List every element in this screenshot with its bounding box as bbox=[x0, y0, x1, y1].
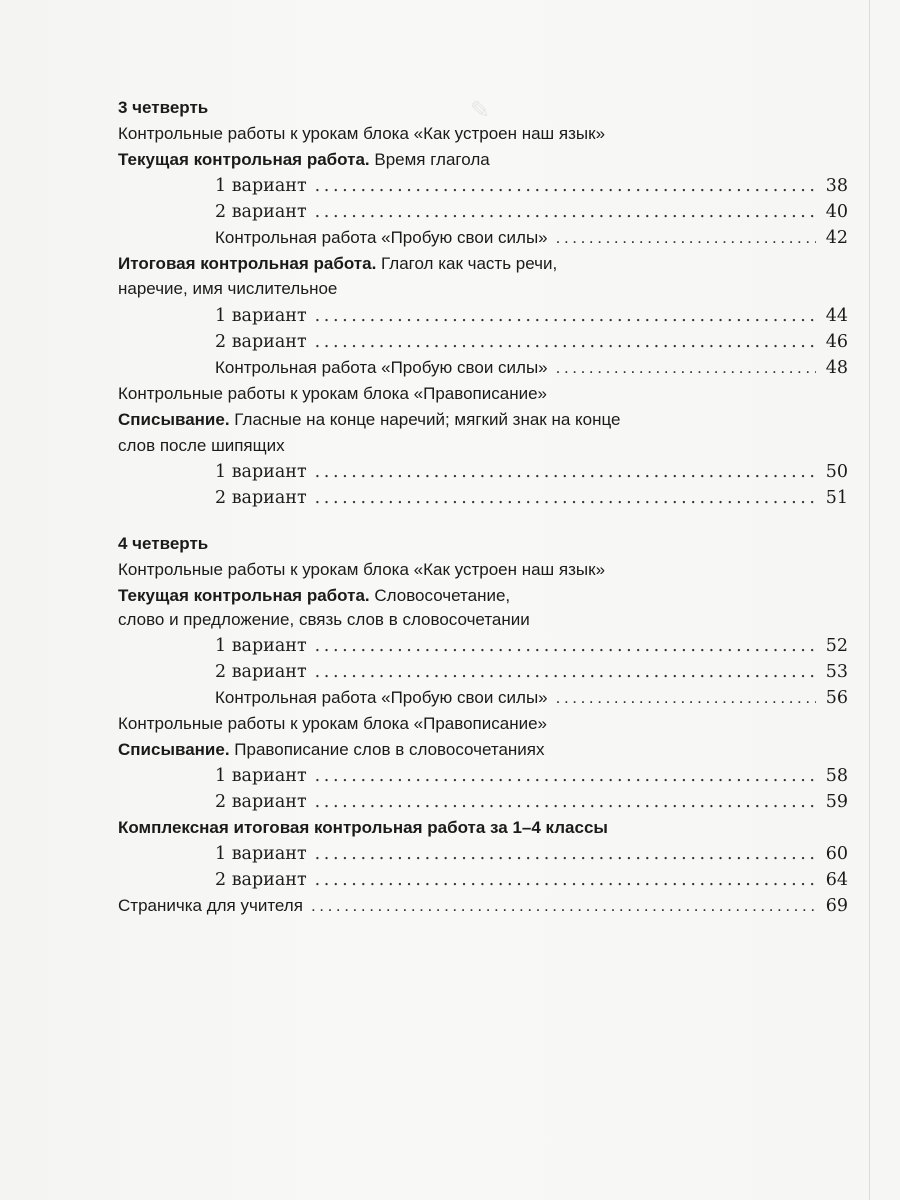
dot-leader bbox=[556, 228, 816, 248]
entry-label: Контрольная работа «Пробую свои силы» bbox=[215, 688, 548, 707]
page-number: 44 bbox=[825, 306, 848, 326]
block-title-language: Контрольные работы к урокам блока «Как устроен наш язык» bbox=[118, 124, 606, 143]
page-number: 53 bbox=[825, 662, 848, 682]
page-edge-line bbox=[869, 0, 870, 1200]
page-number: 50 bbox=[825, 462, 848, 482]
toc-entry[interactable] bbox=[215, 870, 848, 896]
entry-topic-continuation: слов после шипящих bbox=[118, 436, 285, 455]
bleed-through-decoration: ✎ bbox=[470, 96, 491, 124]
entry-label: 2 вариант bbox=[215, 792, 307, 812]
toc-entry[interactable] bbox=[215, 202, 848, 228]
dot-leader bbox=[315, 636, 816, 656]
entry-label: Контрольная работа «Пробую свои силы» bbox=[215, 228, 548, 247]
entry-title-current-work bbox=[118, 586, 848, 612]
entry-label: Страничка для учителя bbox=[118, 896, 303, 915]
block-title-spelling: Контрольные работы к урокам блока «Правописание» bbox=[118, 384, 547, 403]
page-number: 60 bbox=[825, 844, 848, 864]
page-number: 59 bbox=[825, 792, 848, 812]
block-title-language: Контрольные работы к урокам блока «Как устроен наш язык» bbox=[118, 560, 606, 579]
entry-label: 1 вариант bbox=[215, 176, 307, 196]
section-heading-q4: 4 четверть bbox=[118, 534, 209, 553]
entry-title-complex-work: Комплексная итоговая контрольная работа за 1–4 классы bbox=[118, 818, 608, 837]
dot-leader bbox=[556, 358, 816, 378]
entry-topic: Гласные на конце наречий; мягкий знак на конце bbox=[229, 410, 621, 429]
block-title-spelling: Контрольные работы к урокам блока «Правописание» bbox=[118, 714, 547, 733]
page-number: 58 bbox=[825, 766, 848, 786]
dot-leader bbox=[315, 766, 816, 786]
page-number: 51 bbox=[825, 488, 848, 508]
toc-entry[interactable] bbox=[215, 358, 848, 384]
entry-label: Контрольная работа «Пробую свои силы» bbox=[215, 358, 548, 377]
dot-leader bbox=[315, 844, 816, 864]
toc-entry[interactable] bbox=[215, 332, 848, 358]
toc-entry[interactable] bbox=[215, 792, 848, 818]
dot-leader bbox=[315, 332, 816, 352]
dot-leader bbox=[315, 870, 816, 890]
page-number: 52 bbox=[825, 636, 848, 656]
toc-entry[interactable] bbox=[215, 844, 848, 870]
entry-label: 2 вариант bbox=[215, 662, 307, 682]
entry-label: 2 вариант bbox=[215, 870, 307, 890]
toc-entry[interactable] bbox=[215, 488, 848, 514]
entry-topic: Правописание слов в словосочетаниях bbox=[229, 740, 545, 759]
toc-entry[interactable] bbox=[215, 228, 848, 254]
toc-entry[interactable] bbox=[215, 662, 848, 688]
entry-label: 2 вариант bbox=[215, 202, 307, 222]
entry-label: 2 вариант bbox=[215, 488, 307, 508]
toc-entry[interactable] bbox=[215, 766, 848, 792]
entry-label: Текущая контрольная работа. bbox=[118, 150, 370, 169]
entry-label: Списывание. bbox=[118, 740, 230, 759]
entry-topic-continuation: наречие, имя числительное bbox=[118, 279, 338, 298]
dot-leader bbox=[315, 176, 816, 196]
toc-entry[interactable] bbox=[215, 306, 848, 332]
entry-label: Списывание. bbox=[118, 410, 230, 429]
toc-entry[interactable] bbox=[215, 176, 848, 202]
entry-title-final-work bbox=[118, 254, 848, 280]
page-number: 56 bbox=[825, 688, 848, 708]
page-number: 48 bbox=[825, 358, 848, 378]
entry-label: 1 вариант bbox=[215, 844, 307, 864]
entry-title-current-work bbox=[118, 150, 848, 176]
toc-entry-teacher-page[interactable] bbox=[118, 896, 848, 922]
page-number: 40 bbox=[825, 202, 848, 222]
page-number: 38 bbox=[825, 176, 848, 196]
dot-leader bbox=[315, 462, 816, 482]
entry-label: 1 вариант bbox=[215, 636, 307, 656]
page-number: 64 bbox=[825, 870, 848, 890]
entry-label: 1 вариант bbox=[215, 766, 307, 786]
entry-topic: Время глагола bbox=[369, 150, 490, 169]
dot-leader bbox=[311, 896, 816, 916]
entry-topic: Глагол как часть речи, bbox=[376, 254, 558, 273]
entry-title-copying bbox=[118, 740, 848, 766]
toc-entry[interactable] bbox=[215, 636, 848, 662]
entry-label: 2 вариант bbox=[215, 332, 307, 352]
entry-topic-continuation: слово и предложение, связь слов в словосочетании bbox=[118, 610, 530, 629]
entry-label: 1 вариант bbox=[215, 306, 307, 326]
page-number: 69 bbox=[825, 896, 848, 916]
dot-leader bbox=[556, 688, 816, 708]
dot-leader bbox=[315, 662, 816, 682]
dot-leader bbox=[315, 306, 816, 326]
dot-leader bbox=[315, 792, 816, 812]
page-number: 46 bbox=[825, 332, 848, 352]
dot-leader bbox=[315, 202, 816, 222]
entry-label: Итоговая контрольная работа. bbox=[118, 254, 377, 273]
entry-label: Текущая контрольная работа. bbox=[118, 586, 370, 605]
toc-entry[interactable] bbox=[215, 688, 848, 714]
entry-title-copying bbox=[118, 410, 848, 436]
entry-topic: Словосочетание, bbox=[369, 586, 511, 605]
dot-leader bbox=[315, 488, 816, 508]
toc-entry[interactable] bbox=[215, 462, 848, 488]
page-number: 42 bbox=[825, 228, 848, 248]
entry-label: 1 вариант bbox=[215, 462, 307, 482]
section-heading-q3: 3 четверть bbox=[118, 98, 209, 117]
